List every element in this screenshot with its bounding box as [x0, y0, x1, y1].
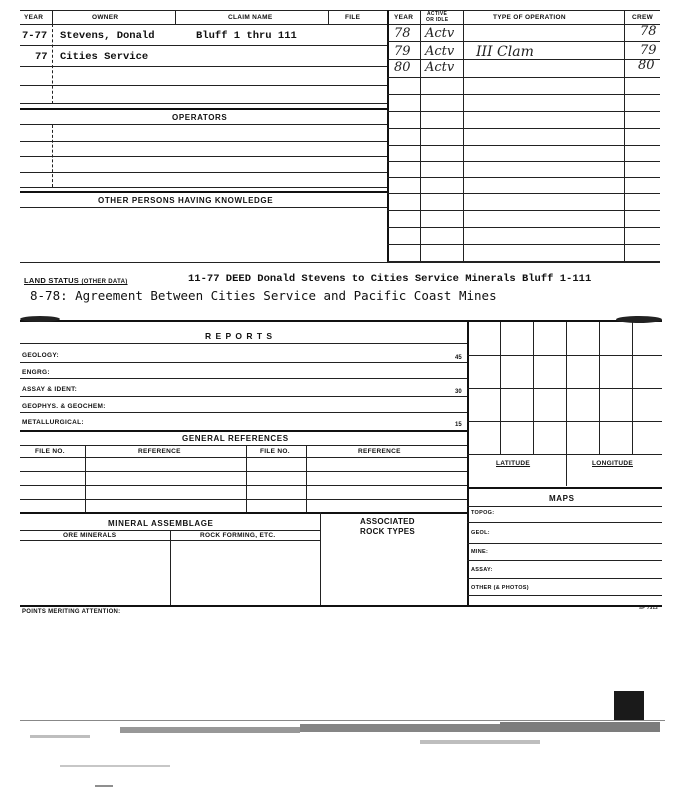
- operators-heading: OPERATORS: [172, 113, 228, 122]
- owner-row-2-owner: Cities Service: [60, 51, 149, 63]
- ref-file-no-2: FILE NO.: [260, 448, 290, 455]
- report-geology: GEOLOGY:: [22, 352, 59, 359]
- land-status-line-2: 8-78: Agreement Between Cities Service and Pacific Coast Mines: [30, 288, 497, 303]
- ore-minerals-label: ORE MINERALS: [63, 532, 117, 539]
- operation-row-1-year: 78: [394, 26, 411, 41]
- reports-heading: R E P O R T S: [205, 331, 274, 341]
- report-geophys: GEOPHYS. & GEOCHEM:: [22, 403, 106, 410]
- report-metallurgical: METALLURGICAL:: [22, 419, 84, 426]
- maps-heading: MAPS: [549, 494, 575, 503]
- report-metallurgical-num: 15: [455, 422, 462, 428]
- map-geol: GEOL:: [471, 530, 490, 536]
- general-references-heading: GENERAL REFERENCES: [182, 434, 289, 443]
- longitude-label: LONGITUDE: [592, 460, 633, 467]
- form-code: SF 7312: [639, 605, 659, 610]
- report-assay-num: 30: [455, 389, 462, 395]
- associated-label: ASSOCIATED: [360, 517, 415, 526]
- points-meriting-label: POINTS MERITING ATTENTION:: [22, 609, 121, 615]
- header-year-2: YEAR: [394, 14, 414, 21]
- ref-reference-2: REFERENCE: [358, 448, 401, 455]
- report-engrg: ENGRG:: [22, 369, 50, 376]
- other-persons-heading: OTHER PERSONS HAVING KNOWLEDGE: [98, 196, 274, 205]
- owner-row-2-year: 77: [35, 51, 48, 63]
- land-status-label: [24, 276, 128, 285]
- mineral-assemblage-heading: MINERAL ASSEMBLAGE: [108, 519, 214, 528]
- owner-row-1-claim: Bluff 1 thru 111: [196, 30, 297, 42]
- header-year: YEAR: [24, 14, 44, 21]
- map-other-photos: OTHER (& PHOTOS): [471, 585, 529, 591]
- operation-row-3-status: Actv: [425, 60, 455, 75]
- header-claim-name: CLAIM NAME: [228, 14, 273, 21]
- land-status-line-1: 11-77 DEED Donald Stevens to Cities Service Minerals Bluff 1-111: [188, 273, 592, 285]
- header-active: ACTIVE: [427, 11, 448, 17]
- rock-forming-label: ROCK FORMING, ETC.: [200, 532, 276, 539]
- operation-row-3-crew: 80: [638, 58, 655, 73]
- operation-row-2-type: III Clam: [476, 44, 534, 60]
- header-type-of-operation: TYPE OF OPERATION: [493, 14, 566, 21]
- land-status-title: LAND STATUS: [24, 276, 80, 285]
- operation-row-2-status: Actv: [425, 44, 455, 59]
- header-or-idle: OR IDLE: [426, 17, 449, 23]
- map-assay: ASSAY:: [471, 567, 493, 573]
- header-file: FILE: [345, 14, 361, 21]
- ref-reference-1: REFERENCE: [138, 448, 181, 455]
- ref-file-no-1: FILE NO.: [35, 448, 65, 455]
- header-crew: CREW: [632, 14, 654, 21]
- latitude-label: LATITUDE: [496, 460, 531, 467]
- operation-row-2-crew: 79: [640, 43, 657, 58]
- owner-row-1-year: 7-77: [22, 30, 48, 42]
- report-assay: ASSAY & IDENT:: [22, 386, 78, 393]
- report-geology-num: 45: [455, 355, 462, 361]
- owner-row-1-owner: Stevens, Donald: [60, 30, 155, 42]
- operation-row-1-crew: 78: [640, 24, 657, 39]
- header-owner: OWNER: [92, 14, 119, 21]
- rock-types-label: ROCK TYPES: [360, 527, 416, 536]
- map-mine: MINE:: [471, 549, 489, 555]
- operation-row-2-year: 79: [394, 44, 411, 59]
- operation-row-1-status: Actv: [425, 26, 455, 41]
- operation-row-3-year: 80: [394, 60, 411, 75]
- land-status-sublabel: (OTHER DATA): [81, 279, 128, 285]
- map-topog: TOPOG:: [471, 510, 495, 516]
